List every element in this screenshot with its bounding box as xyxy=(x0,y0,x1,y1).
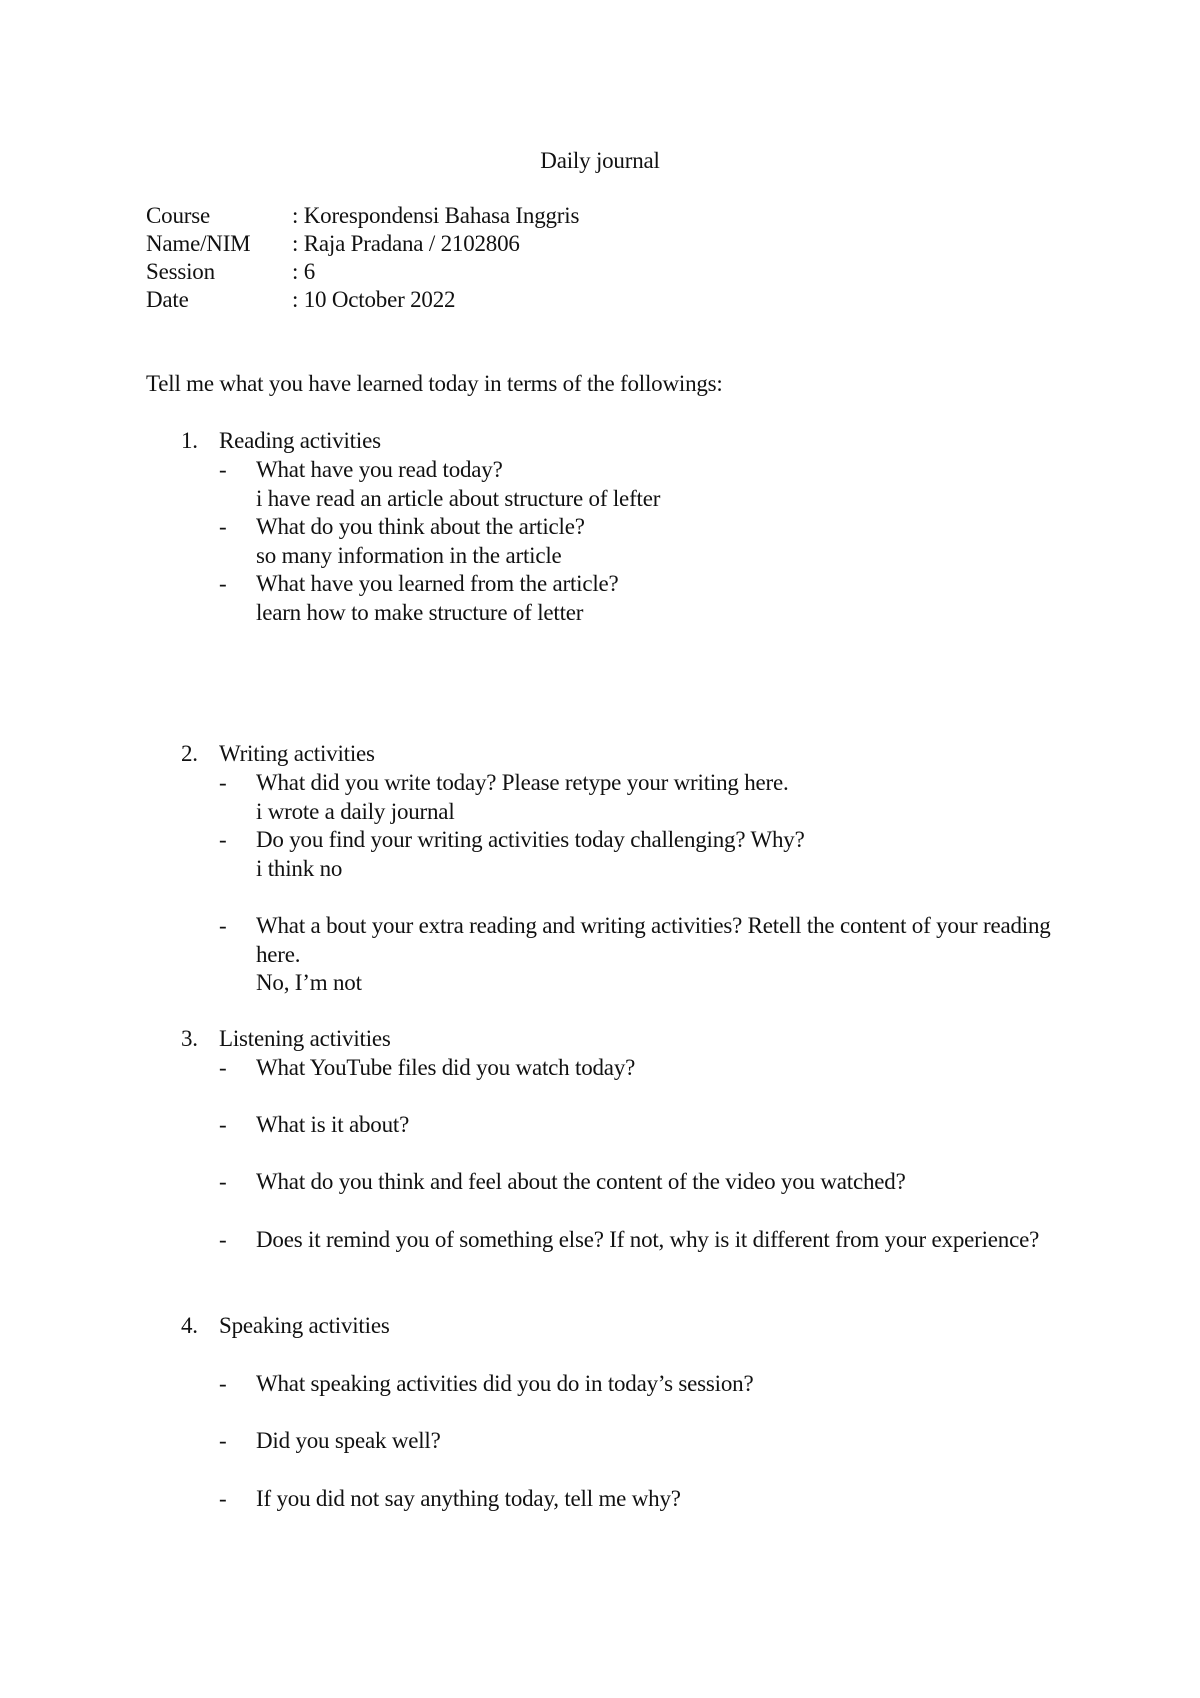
list-item xyxy=(219,1054,1059,1083)
list-item xyxy=(219,1485,1059,1514)
list-item xyxy=(219,1370,1059,1399)
intro-text: Tell me what you have learned today in terms of the followings: xyxy=(146,371,723,396)
question-text: If you did not say anything today, tell me why? xyxy=(256,1486,681,1511)
question-text: Do you find your writing activities today challenging? Why? xyxy=(256,827,805,852)
bullet-dash: - xyxy=(219,827,227,852)
answer-text: learn how to make structure of letter xyxy=(256,599,584,625)
list-item xyxy=(219,1111,1059,1140)
section-number: 4. xyxy=(181,1313,198,1338)
list-item xyxy=(219,769,1059,826)
question-text: What is it about? xyxy=(256,1112,410,1137)
bullet-dash: - xyxy=(219,1428,227,1453)
answer-text: No, I’m not xyxy=(256,970,362,995)
answer-text: i wrote a daily journal xyxy=(256,798,455,824)
question-text: What a bout your extra reading and writing activities? Retell the content of your reading here. xyxy=(256,913,1051,967)
meta-label: Session xyxy=(146,259,215,284)
list-item xyxy=(219,513,1059,570)
list-item xyxy=(219,456,1059,513)
question-text: What did you write today? Please retype your writing here. xyxy=(256,770,789,795)
list-item xyxy=(219,826,1059,883)
question-text: What do you think about the article? xyxy=(256,514,585,539)
list-item xyxy=(219,1427,1059,1456)
meta-row-name-nim xyxy=(146,230,520,258)
answer-text: i have read an article about structure of lefter xyxy=(256,485,661,511)
meta-row-date xyxy=(146,286,455,314)
meta-value: : Korespondensi Bahasa Inggris xyxy=(292,203,580,228)
meta-value: : Raja Pradana / 2102806 xyxy=(292,231,520,256)
list-item xyxy=(219,912,1059,998)
question-text: What have you learned from the article? xyxy=(256,571,619,596)
list-item xyxy=(219,1226,1059,1255)
bullet-dash: - xyxy=(219,1112,227,1137)
bullet-dash: - xyxy=(219,913,227,938)
section-title: Writing activities xyxy=(219,741,375,766)
question-text: What have you read today? xyxy=(256,457,503,482)
section-number: 1. xyxy=(181,428,198,453)
section-title: Speaking activities xyxy=(219,1313,390,1338)
meta-value: : 6 xyxy=(292,259,316,284)
meta-value: : 10 October 2022 xyxy=(292,287,456,312)
document-title: Daily journal xyxy=(540,148,660,173)
bullet-dash: - xyxy=(219,770,227,795)
bullet-dash: - xyxy=(219,1227,227,1252)
question-text: What speaking activities did you do in today’s session? xyxy=(256,1371,754,1396)
question-text: What YouTube files did you watch today? xyxy=(256,1055,636,1080)
meta-row-session xyxy=(146,258,315,286)
list-item xyxy=(219,570,1059,627)
section-title: Listening activities xyxy=(219,1026,391,1051)
section-title: Reading activities xyxy=(219,428,381,453)
bullet-dash: - xyxy=(219,514,227,539)
answer-text: so many information in the article xyxy=(256,542,562,568)
section-number: 3. xyxy=(181,1026,198,1051)
bullet-dash: - xyxy=(219,1371,227,1396)
bullet-dash: - xyxy=(219,457,227,482)
section-number: 2. xyxy=(181,741,198,766)
bullet-dash: - xyxy=(219,1169,227,1194)
bullet-dash: - xyxy=(219,1055,227,1080)
bullet-dash: - xyxy=(219,1486,227,1511)
question-text: What do you think and feel about the content of the video you watched? xyxy=(256,1169,906,1194)
meta-row-course xyxy=(146,202,579,230)
meta-label: Date xyxy=(146,287,189,312)
meta-label: Name/NIM xyxy=(146,231,251,256)
bullet-dash: - xyxy=(219,571,227,596)
meta-label: Course xyxy=(146,203,210,228)
question-text: Does it remind you of something else? If not, why is it different from your experience? xyxy=(256,1227,1040,1252)
list-item xyxy=(219,1168,1059,1197)
question-text: Did you speak well? xyxy=(256,1428,441,1453)
answer-text: i think no xyxy=(256,855,343,881)
